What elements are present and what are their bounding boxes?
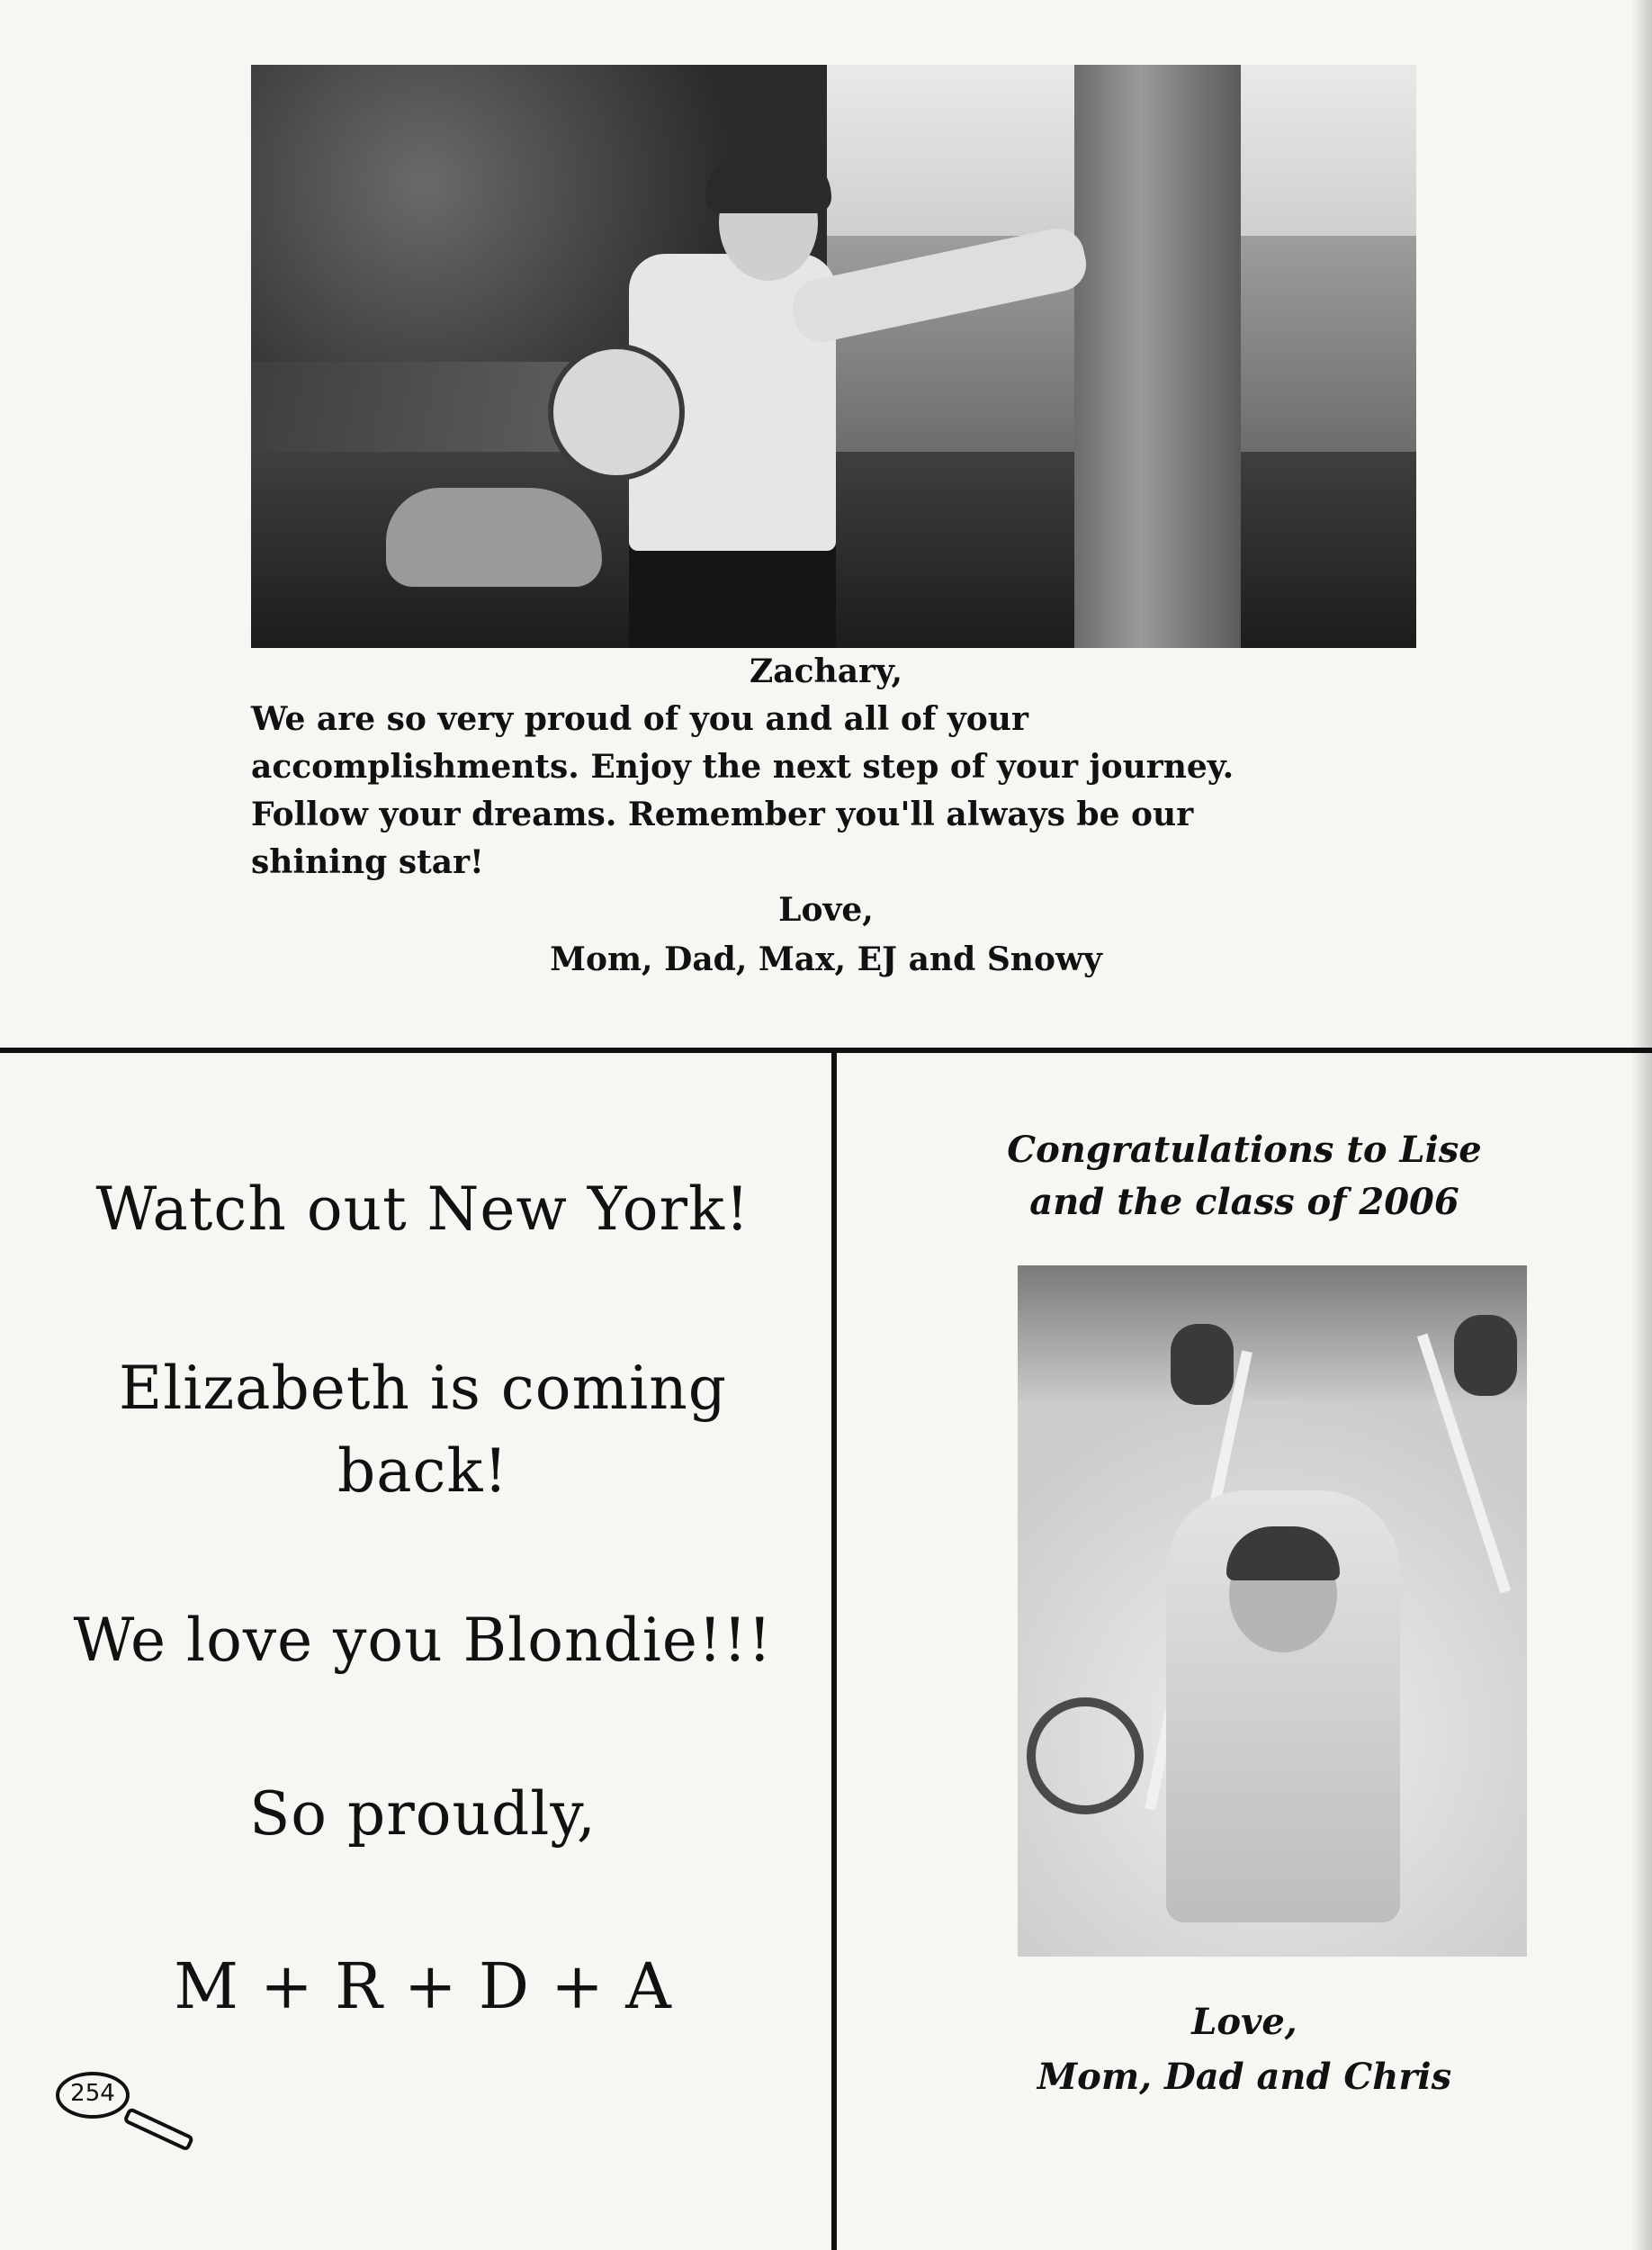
message-line: Follow your dreams. Remember you'll always be our — [251, 796, 1194, 833]
zachary-message — [251, 696, 1511, 886]
ski-pole-basket — [1027, 1697, 1144, 1814]
page-number-badge — [56, 2072, 139, 2119]
photo-rock — [386, 488, 602, 587]
zachary-closing: Love, — [778, 891, 874, 929]
person-hair — [705, 150, 831, 213]
message-line: We are so very proud of you and all of your — [251, 700, 1028, 738]
ny-line-back: back! — [337, 1436, 509, 1506]
palm-trunk — [1074, 65, 1241, 648]
left-glove — [1171, 1324, 1234, 1405]
lise-heading-line2: and the class of 2006 — [1029, 1181, 1459, 1223]
football — [548, 344, 685, 481]
page-edge-shadow — [1630, 0, 1652, 2250]
magnifying-glass-icon — [122, 2107, 194, 2152]
lise-closing: Love, — [1191, 2001, 1297, 2043]
zachary-greeting: Zachary, — [750, 652, 902, 690]
lise-photo — [1018, 1265, 1527, 1957]
page-number: 254 — [70, 2080, 115, 2107]
photo-trees — [1018, 1265, 1527, 1400]
right-glove — [1454, 1315, 1517, 1396]
lise-heading-line1: Congratulations to Lise — [1007, 1129, 1482, 1171]
ny-line-elizabeth: Elizabeth is coming — [119, 1354, 727, 1423]
message-line: shining star! — [251, 843, 484, 881]
zachary-signature: Mom, Dad, Max, EJ and Snowy — [550, 940, 1102, 978]
zachary-photo — [251, 65, 1416, 648]
ny-signature-initials: M + R + D + A — [174, 1949, 672, 2023]
lise-signature: Mom, Dad and Chris — [1037, 2056, 1452, 2098]
ny-headline: Watch out New York! — [95, 1174, 750, 1244]
message-line: accomplishments. Enjoy the next step of your journey. — [251, 748, 1235, 786]
ny-closing: So proudly, — [249, 1779, 597, 1849]
horizontal-divider — [0, 1048, 1652, 1053]
ny-line-blondie: We love you Blondie!!! — [73, 1606, 773, 1675]
